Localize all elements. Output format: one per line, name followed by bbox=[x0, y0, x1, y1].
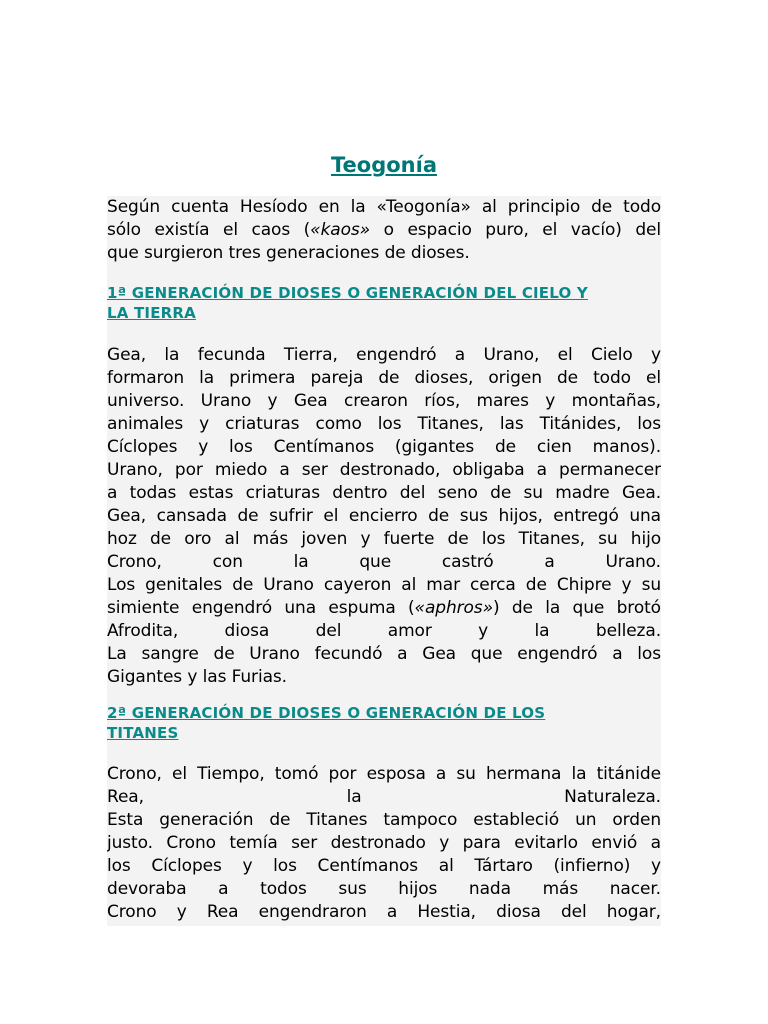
text-line: Rea, la Naturaleza. bbox=[107, 787, 661, 807]
text-line: animales y criaturas como los Titanes, las Titánides, los bbox=[107, 414, 661, 434]
intro-paragraph bbox=[107, 196, 661, 265]
text-line: Los genitales de Urano cayeron al mar cerca de Chipre y su bbox=[107, 575, 661, 595]
intro-line-1: Según cuenta Hesíodo en la «Teogonía» al principio de todo bbox=[107, 197, 661, 217]
section-heading-2-line-2[interactable]: TITANES bbox=[107, 724, 179, 742]
text-line: simiente engendró una espuma («aphros») de la que brotó bbox=[107, 598, 661, 618]
section-heading-2-line-1[interactable]: 2ª GENERACIÓN DE DIOSES O GENERACIÓN DE LOS bbox=[107, 704, 546, 722]
section-heading-1[interactable] bbox=[107, 283, 661, 323]
text-line: Urano, por miedo a ser destronado, obligaba a permanecer bbox=[107, 460, 661, 480]
text-line: Cíclopes y los Centímanos (gigantes de cien manos). bbox=[107, 437, 661, 457]
text-line: Crono y Rea engendraron a Hestia, diosa del hogar, bbox=[107, 902, 661, 922]
text-line: Gigantes y las Furias. bbox=[107, 667, 287, 687]
section-2-paragraph bbox=[107, 763, 661, 924]
page-title: Teogonía bbox=[331, 153, 437, 177]
document-body bbox=[107, 196, 661, 926]
text-line: Gea, cansada de sufrir el encierro de sus hijos, entregó una bbox=[107, 506, 661, 526]
intro-line-2: sólo existía el caos («kaos» o espacio puro, el vacío) del bbox=[107, 220, 661, 240]
text-line: universo. Urano y Gea crearon ríos, mares y montañas, bbox=[107, 391, 661, 411]
text-line: formaron la primera pareja de dioses, origen de todo el bbox=[107, 368, 661, 388]
text-line: a todas estas criaturas dentro del seno de su madre Gea. bbox=[107, 483, 661, 503]
section-1-paragraph bbox=[107, 344, 661, 689]
text-line: hoz de oro al más joven y fuerte de los Titanes, su hijo bbox=[107, 529, 661, 549]
text-line: Afrodita, diosa del amor y la belleza. bbox=[107, 621, 661, 641]
text-line: Gea, la fecunda Tierra, engendró a Urano, el Cielo y bbox=[107, 345, 661, 365]
kaos-term: «kaos» bbox=[310, 220, 371, 240]
section-heading-1-line-2[interactable]: LA TIERRA bbox=[107, 304, 196, 322]
text-line: La sangre de Urano fecundó a Gea que engendró a los bbox=[107, 644, 661, 664]
text-line: Esta generación de Titanes tampoco estableció un orden bbox=[107, 810, 661, 830]
text-line: Crono, el Tiempo, tomó por esposa a su hermana la titánide bbox=[107, 764, 661, 784]
text-line: justo. Crono temía ser destronado y para evitarlo envió a bbox=[107, 833, 661, 853]
text-line: Crono, con la que castró a Urano. bbox=[107, 552, 661, 572]
section-heading-2[interactable] bbox=[107, 703, 661, 743]
intro-line-3: que surgieron tres generaciones de dioses. bbox=[107, 243, 470, 263]
text-line: los Cíclopes y los Centímanos al Tártaro (infierno) y bbox=[107, 856, 661, 876]
aphros-term: «aphros» bbox=[414, 598, 493, 618]
section-heading-1-line-1[interactable]: 1ª GENERACIÓN DE DIOSES O GENERACIÓN DEL CIELO Y bbox=[107, 284, 588, 302]
text-line: devoraba a todos sus hijos nada más nacer. bbox=[107, 879, 661, 899]
